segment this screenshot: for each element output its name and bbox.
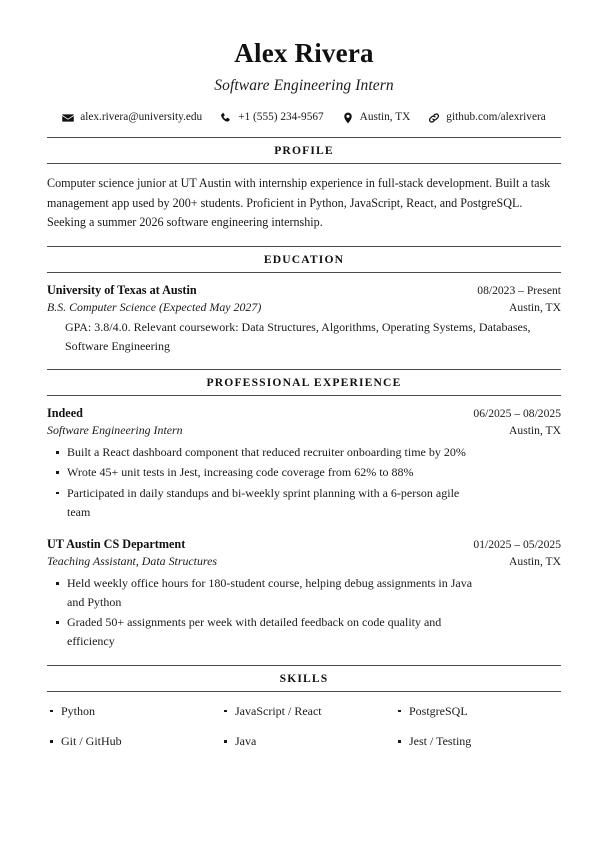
education-degree: B.S. Computer Science (Expected May 2027) [47, 299, 262, 314]
contact-row [47, 112, 561, 124]
skill-item: Jest / Testing [395, 733, 561, 750]
experience-entry-line-2 [47, 554, 561, 569]
experience-bullet: Built a React dashboard component that reduced recruiter onboarding time by 20% [47, 443, 477, 462]
skill-item: Python [47, 703, 213, 720]
section-profile [47, 137, 561, 233]
experience-bullet-list [47, 443, 561, 522]
experience-entry-line-1 [47, 537, 561, 552]
contact-email[interactable] [62, 112, 202, 124]
experience-entry-line-2 [47, 423, 561, 438]
experience-entry-line-1 [47, 406, 561, 421]
experience-bullet: Wrote 45+ unit tests in Jest, increasing code coverage from 62% to 88% [47, 463, 477, 482]
experience-company: Indeed [47, 406, 83, 421]
education-entry-line-1 [47, 283, 561, 298]
contact-website-text: github.com/alexrivera [446, 111, 546, 124]
skill-item: Git / GitHub [47, 733, 213, 750]
experience-bullet-list [47, 574, 561, 652]
experience-entry [47, 537, 561, 652]
candidate-name: Alex Rivera [234, 38, 374, 68]
experience-dates: 06/2025 – 08/2025 [473, 407, 561, 421]
contact-location [342, 112, 411, 124]
profile-summary-text: Computer science junior at UT Austin with internship experience in full-stack development. Built a task management app used by 200+ students. Proficient in Python, JavaScript, React, and PostgreSQL. Seeking a summer 2026 software engineering internship. [47, 176, 551, 230]
envelope-icon [62, 112, 74, 124]
experience-location: Austin, TX [509, 424, 561, 438]
experience-entry [47, 406, 561, 522]
section-body-experience [47, 396, 561, 652]
candidate-headline: Software Engineering Intern [214, 77, 394, 95]
skills-grid [47, 692, 561, 751]
section-title-experience: PROFESSIONAL EXPERIENCE [47, 369, 561, 396]
resume-header [47, 38, 561, 124]
experience-dates: 01/2025 – 05/2025 [473, 537, 561, 551]
section-title-profile: PROFILE [47, 137, 561, 164]
education-location: Austin, TX [509, 300, 561, 314]
skill-item: Java [221, 733, 387, 750]
skill-item: JavaScript / React [221, 703, 387, 720]
experience-location: Austin, TX [509, 554, 561, 568]
experience-company: UT Austin CS Department [47, 536, 186, 551]
contact-phone-text: +1 (555) 234-9567 [238, 111, 324, 124]
section-title-education: EDUCATION [47, 246, 561, 273]
education-entry-line-2 [47, 300, 561, 315]
experience-bullet: Participated in daily standups and bi-weekly sprint planning with a 6-person agile team [47, 484, 477, 522]
contact-email-text: alex.rivera@university.edu [80, 111, 203, 124]
education-dates: 08/2023 – Present [477, 283, 561, 297]
section-skills [47, 665, 561, 751]
section-body-education [47, 273, 561, 356]
link-icon [428, 112, 440, 124]
experience-title: Teaching Assistant, Data Structures [47, 553, 218, 568]
skill-item: PostgreSQL [395, 703, 561, 720]
experience-title: Software Engineering Intern [47, 423, 183, 438]
section-body-profile [47, 164, 561, 233]
experience-bullet: Held weekly office hours for 180-student course, helping debug assignments in Java and Python [47, 574, 477, 612]
experience-bullet: Graded 50+ assignments per week with detailed feedback on code quality and efficiency [47, 613, 477, 651]
education-institution: University of Texas at Austin [47, 282, 197, 297]
contact-website[interactable] [428, 112, 545, 124]
education-detail: GPA: 3.8/4.0. Relevant coursework: Data Structures, Algorithms, Operating Systems, Databases, Software Engineering [65, 319, 531, 353]
section-experience [47, 369, 561, 652]
location-pin-icon [342, 112, 354, 124]
contact-location-text: Austin, TX [359, 111, 411, 124]
phone-icon [220, 112, 232, 124]
section-education [47, 246, 561, 356]
education-entry [47, 283, 561, 356]
contact-phone[interactable] [220, 112, 323, 124]
section-title-skills: SKILLS [47, 665, 561, 692]
